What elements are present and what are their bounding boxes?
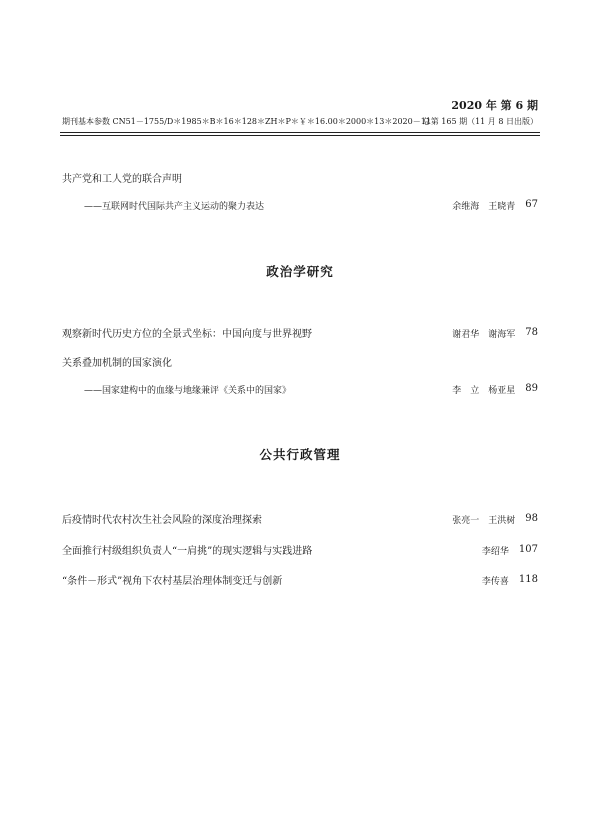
entry-meta (452, 327, 538, 340)
entry-page: 67 (525, 199, 538, 210)
entry-authors: 余维海 王晓青 (452, 202, 516, 212)
toc-entry (62, 354, 538, 369)
entry-title: ——互联网时代国际共产主义运动的聚力表达 (84, 202, 265, 212)
entry-authors: 李 立 杨亚星 (452, 386, 516, 396)
section-heading: 公共行政管理 (259, 447, 341, 462)
entry-title: 观察新时代历史方位的全景式坐标：中国向度与世界视野 (62, 329, 312, 340)
header-rule-thin (60, 135, 540, 136)
entry-title: 关系叠加机制的国家演化 (62, 358, 172, 369)
entry-meta (452, 199, 538, 212)
entry-authors: 谢君华 谢海军 (452, 330, 516, 340)
entry-title: 共产党和工人党的联合声明 (62, 174, 182, 185)
entry-page: 98 (525, 513, 538, 524)
entry-meta (482, 574, 538, 587)
journal-params: 期刊基本参数 CN51－1755/D＊1985＊B＊16＊128＊ZH＊P＊￥＊16.00＊2000＊13＊2020－11 (62, 117, 431, 126)
toc-entry (62, 542, 538, 557)
entry-title: “条件－形式”视角下农村基层治理体制变迁与创新 (62, 576, 283, 587)
entry-title: 全面推行村级组织负责人“一肩挑”的现实逻辑与实践进路 (62, 546, 313, 557)
entry-authors: 张亮一 王洪树 (452, 516, 516, 526)
header-rule (60, 132, 540, 133)
entry-page: 78 (525, 327, 538, 338)
toc-entry (62, 511, 538, 526)
entry-page: 89 (525, 383, 538, 394)
toc-entry (62, 170, 538, 185)
entry-title: ——国家建构中的血缘与地缘兼评《关系中的国家》 (84, 386, 292, 396)
toc-entry (62, 572, 538, 587)
entry-authors: 李传喜 (481, 577, 509, 587)
toc-entry (62, 383, 538, 396)
entry-meta (482, 544, 538, 557)
entry-page: 107 (518, 544, 538, 555)
entry-meta (452, 383, 538, 396)
entry-authors: 李绍华 (481, 547, 509, 557)
entry-title: 后疫情时代农村次生社会风险的深度治理探索 (62, 515, 262, 526)
issue-label: 2020 年 第 6 期 (451, 99, 538, 112)
toc-entry (62, 199, 538, 212)
toc-entry (62, 325, 538, 340)
volume-info: 总第 165 期（11 月 8 日出版） (422, 117, 538, 126)
entry-page: 118 (518, 574, 538, 585)
entry-meta (452, 513, 538, 526)
section-heading: 政治学研究 (266, 264, 334, 279)
